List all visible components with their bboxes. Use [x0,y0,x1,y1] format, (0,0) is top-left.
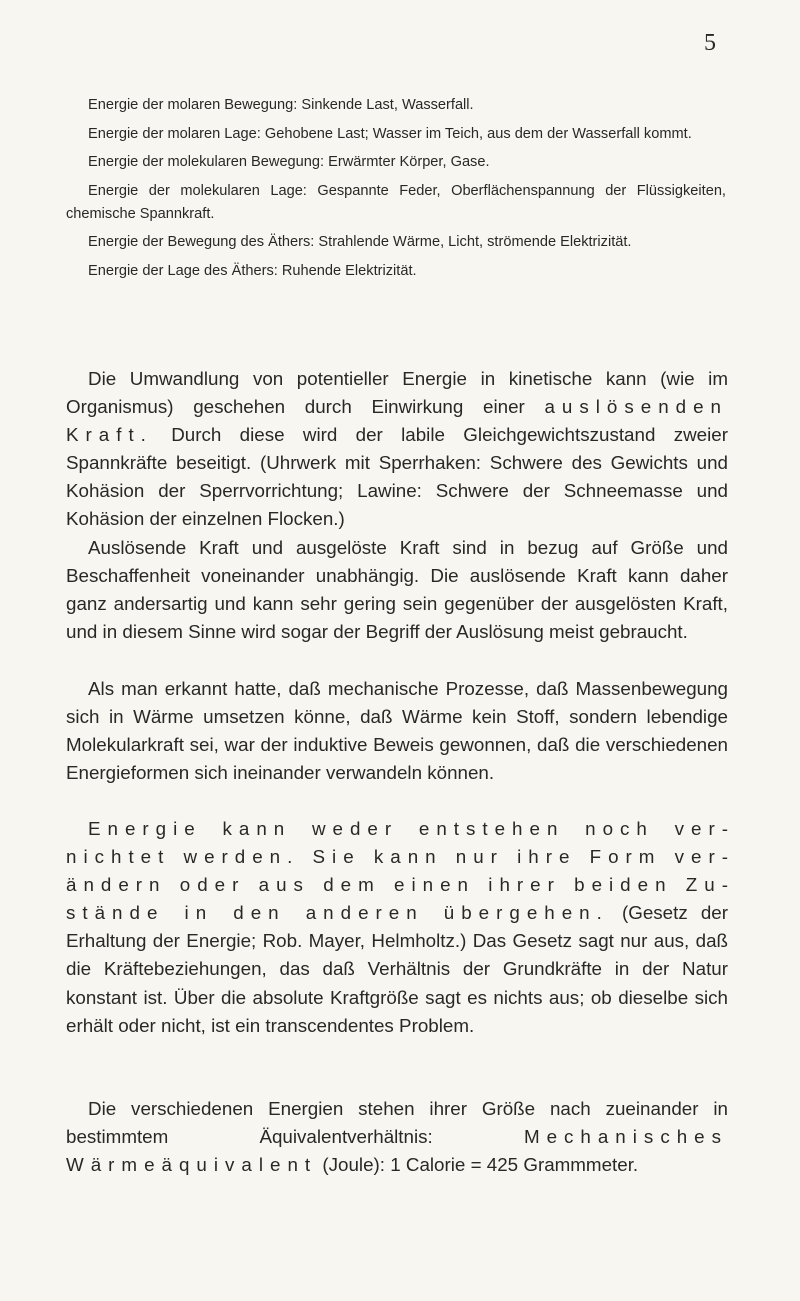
text: Die Umwandlung von potentieller Energie in kinetische kann (wie im Organismus) geschehen durch Einwirkung einer [66,368,728,418]
energy-item: Energie der molaren Bewegung: Sinkende Last, Wasserfall. [88,97,474,113]
spaced-term: Mechanisches Wärmeäquivalent [66,1126,728,1176]
spaced-law: Energie kann weder entstehen noch vernichtet werden. Sie kann nur ihre Form verändern oder aus dem einen ihrer beiden Zustände in den anderen übergehen. [66,818,728,924]
energy-item: Energie der molekularen Lage: Gespannte Feder, Oberflächenspannung der Flüssigkeiten, chemische Spannkraft. [66,182,726,222]
text: (Joule): 1 Calorie = 425 Grammmeter. [317,1154,639,1176]
energy-item: Energie der Lage des Äthers: Ruhende Elektrizität. [88,262,417,279]
spaced-term: auslösenden Kraft. [66,396,728,446]
text: Durch diese wird der labile Gleichgewichtszustand zweier Spannkräfte beseitigt. (Uhrwerk mit Sperrhaken: Schwere des Gewichts und Kohäsion der Sperrvorrichtung; Lawine: Schwere der Schneemasse und Kohäsion der einzelnen Flocken.) [66,424,728,530]
text: (Gesetz der Erhaltung der Energie; Rob. Mayer, Helmholtz.) Das Gesetz sagt nur aus, daß die Kräftebeziehungen, das daß Verhältnis der Grundkräfte in der Natur konstant ist. Über die absolute Kraftgröße sagt es nichts aus; ob dieselbe sich erhält oder nicht, ist ein transcendentes Problem. [66,902,728,1036]
paragraph-umwandlung [66,365,728,534]
paragraph-ausloesende-kraft [66,534,728,646]
paragraph-aequivalent [66,1095,728,1179]
page-number: 5 [704,30,716,56]
energy-list [66,94,726,289]
energy-item: Energie der Bewegung des Äthers: Strahlende Wärme, Licht, strömende Elektrizität. [88,234,632,251]
paragraph-erhaltung [66,815,728,1040]
text: Als man erkannt hatte, daß mechanische Prozesse, daß Massenbewegung sich in Wärme umsetzen könne, daß Wärme kein Stoff, sondern lebendige Molekularkraft sei, war der induktive Beweis gewonnen, daß die verschiedenen Energieformen sich ineinander verwandeln können. [66,678,728,784]
paragraph-umsetzung [66,675,728,787]
text: Die verschiedenen Energien stehen ihrer Größe nach zueinander in bestimmtem Äquivalentverhältnis: [66,1098,728,1148]
energy-item: Energie der molaren Lage: Gehobene Last; Wasser im Teich, aus dem der Wasserfall kommt. [88,125,692,142]
text: Auslösende Kraft und ausgelöste Kraft sind in bezug auf Größe und Beschaffenheit voneinander unabhängig. Die auslösende Kraft kann daher ganz andersartig und kann sehr gering sein gegenüber der ausgelösten Kraft, und in diesem Sinne wird sogar der Begriff der Auslösung meist gebraucht. [66,537,728,643]
energy-item: Energie der molekularen Bewegung: Erwärmter Körper, Gase. [88,154,490,171]
